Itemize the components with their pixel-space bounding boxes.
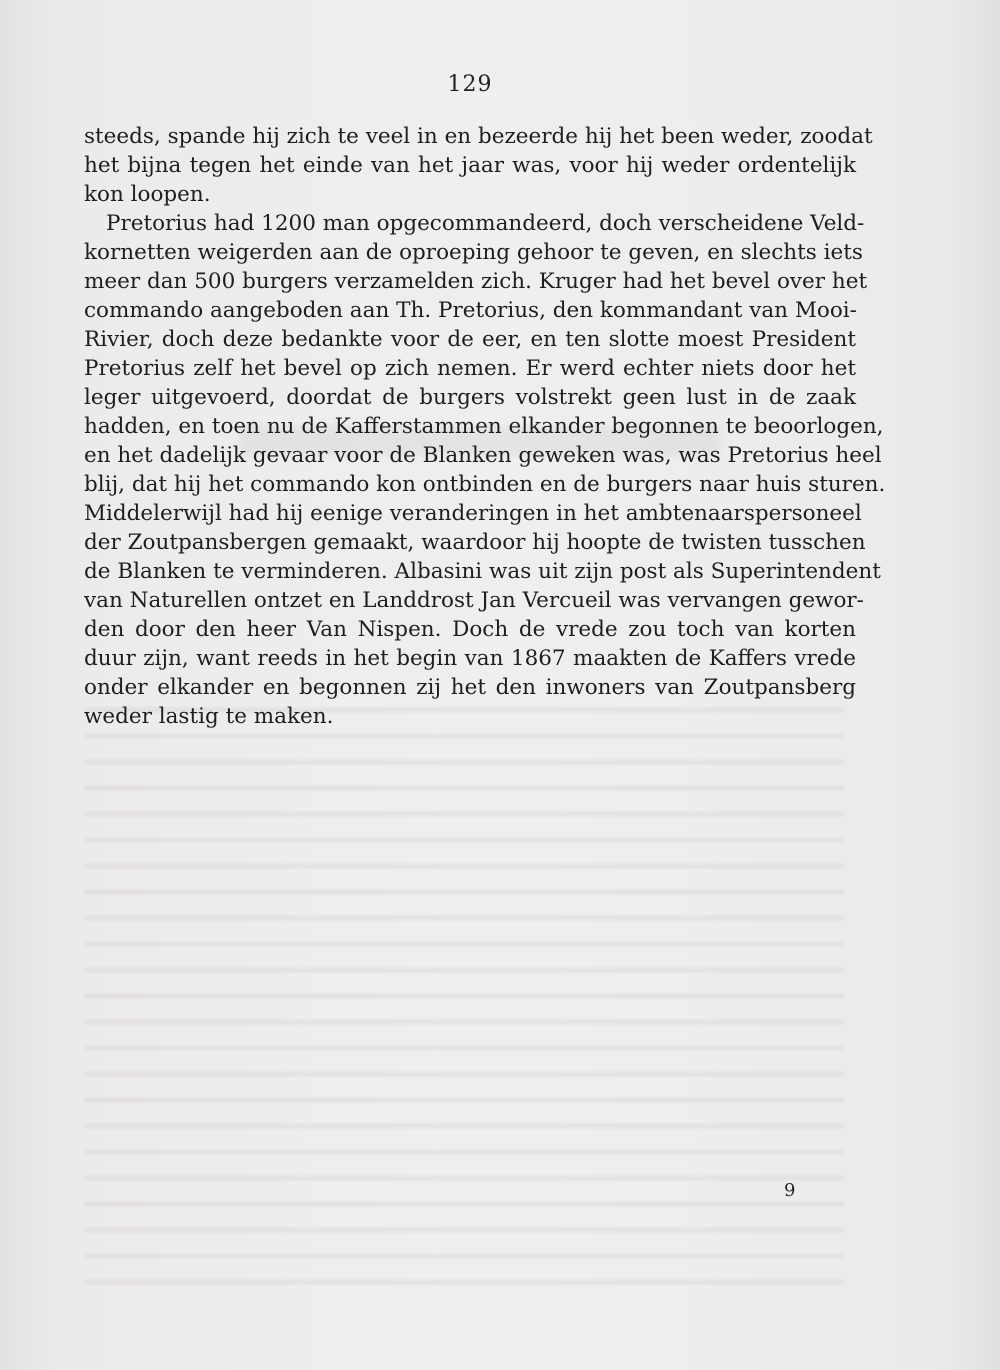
text-line: Rivier, doch deze bedankte voor de eer, en ten slotte moest President — [84, 327, 856, 352]
text-line: weder lastig te maken. — [84, 704, 334, 729]
text-line: kornetten weigerden aan de oproeping gehoor te geven, en slechts iets — [84, 240, 863, 265]
text-line: der Zoutpansbergen gemaakt, waardoor hij hoopte de twisten tusschen — [84, 530, 866, 555]
text-line: het bijna tegen het einde van het jaar was, voor hij weder ordentelijk — [84, 153, 856, 178]
text-line: duur zijn, want reeds in het begin van 1867 maakten de Kaffers vrede — [84, 646, 856, 671]
text-line: onder elkander en begonnen zij het den inwoners van Zoutpansberg — [84, 675, 856, 700]
text-line: hadden, en toen nu de Kafferstammen elkander begonnen te beoorlogen, — [84, 414, 884, 439]
bleed-through-text — [84, 690, 844, 1290]
body-text — [84, 122, 886, 731]
text-line: commando aangeboden aan Th. Pretorius, den kommandant van Mooi- — [84, 298, 857, 323]
text-line: Middelerwijl had hij eenige veranderingen in het ambtenaarspersoneel — [84, 501, 862, 526]
text-line: en het dadelijk gevaar voor de Blanken geweken was, was Pretorius heel — [84, 443, 882, 468]
text-line: steeds, spande hij zich te veel in en bezeerde hij het been weder, zoodat — [84, 124, 873, 149]
text-line: blij, dat hij het commando kon ontbinden en de burgers naar huis sturen. — [84, 472, 886, 497]
text-line: meer dan 500 burgers verzamelden zich. Kruger had het bevel over het — [84, 269, 868, 294]
text-line: den door den heer Van Nispen. Doch de vrede zou toch van korten — [84, 617, 856, 642]
text-line: de Blanken te verminderen. Albasini was uit zijn post als Superintendent — [84, 559, 881, 584]
text-line: Pretorius had 1200 man opgecommandeerd, doch verscheidene Veld- — [106, 211, 865, 236]
text-line: van Naturellen ontzet en Landdrost Jan Vercueil was vervangen gewor- — [84, 588, 864, 613]
text-line: kon loopen. — [84, 182, 211, 207]
page-number: 129 — [447, 72, 493, 97]
text-line: Pretorius zelf het bevel op zich nemen. Er werd echter niets door het — [84, 356, 856, 381]
text-line: leger uitgevoerd, doordat de burgers volstrekt geen lust in de zaak — [84, 385, 856, 410]
signature-mark: 9 — [784, 1180, 796, 1201]
